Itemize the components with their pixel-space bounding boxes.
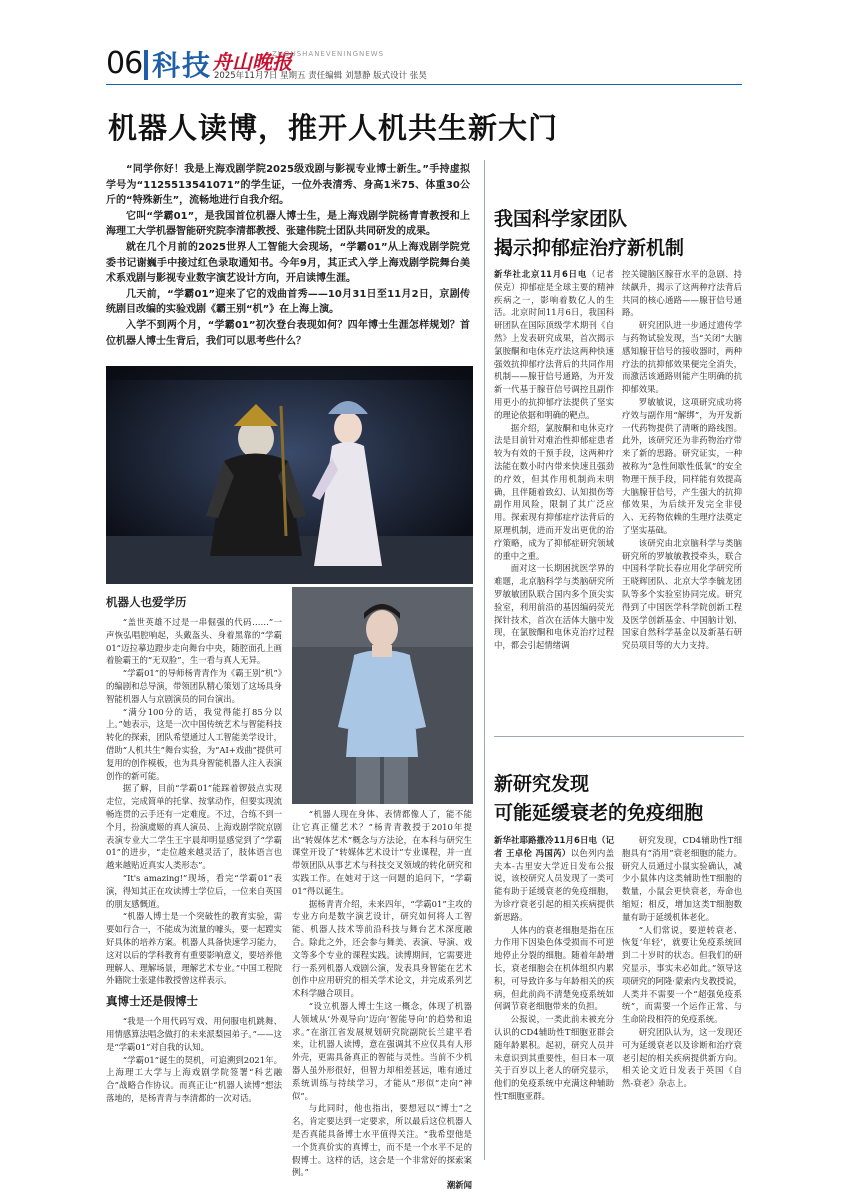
article2-headline [494,205,744,263]
body-paragraph: “机器人现在身体、表情都像人了，能不能让它真正懂艺术？”杨青青教授于2010年提出“转媒体艺术”概念与方法论，在本科与研究生课堂开设了“转媒体艺术设计”专业课程，并一直带领团队从事艺术与科技交叉领域的转化研究和实践工作。在她对于这一问题的追问下，“学霸01”得以诞生。 [292,809,472,896]
main-article-column-1 [106,592,282,1105]
article-divider [494,736,744,737]
body-paragraph: “机器人博士是一个突破性的教育实验，需要如行合一，不能成为流量的噱头，要一起蹚实好具体的培养方案。机器人具备快速学习能力，这对以后的学科教育有重要影响意义，要培养他理解人、理解场景，理解艺术专业。”中国工程院外籍院士张建伟教授曾这样表示。 [106,911,282,986]
reporter: （记者 侯克） [494,269,614,292]
article3-headline [494,770,744,828]
robot-student-photo [292,587,473,804]
opera-stage-photo [106,366,473,584]
page-number: 06 [106,46,143,81]
main-headline: 机器人读博，推开人机共生新大门 [108,111,559,145]
article3-column-b [622,834,742,1090]
opera-stage-illustration [106,366,473,584]
body-paragraph: 面对这一长期困扰医学界的难题，北京脑科学与类脑研究所罗敏敏团队联合国内多个顶尖实验室，利用前沿的基因编码荧光探针技术，首次在活体大脑中发现，在氯胺酮和电休克治疗过程中，都会引起情绪调 [494,563,614,651]
newspaper-logo: 舟山晚报 [212,50,292,74]
body-text: 抑郁症是全球主要的精神疾病之一，影响着数亿人的生活。北京时间11月6日，我国科研团队在国际顶级学术期刊《自然》上发表研究成果，首次揭示氯胺酮和电休克疗法这两种快速强效抗抑郁疗法背后的共同作用机制——腺苷信号通路，为开发新一代基于腺苷信号调控且副作用更小的抗抑郁疗法提供了坚实的理论依据和明确的靶点。 [494,281,615,420]
body-paragraph: 罗敏敏说，这项研究成功将疗效与副作用“解绑”，为开发新一代药物提供了清晰的路线图。此外，该研究还为非药物治疗带来了新的思路。研究证实，一种被称为“急性间歇性低氧”的安全物理干预手段，同样能有效提高大脑腺苷信号，产生强大的抗抑郁效果，为后续开发完全非侵入、无药物依赖的生理疗法奠定了坚实基础。 [622,396,742,535]
article2-column-b [622,268,742,652]
body-paragraph: “我是一个用代码写戏、用伺服电机跳舞、用情感算法唱念做打的未来派梨园弟子。”——这是“学霸01”对自我的认知。 [106,1016,282,1052]
body-paragraph: 据介绍，氯胺酮和电休克疗法是目前针对难治性抑郁症患者较为有效的干预手段，这两种疗法能在数小时内带来快速且强劲的疗效，但其作用机制尚未明确，且伴随着致幻、认知损伤等副作用风险，限制了其广泛应用。探索现有抑郁症疗法背后的原理机制，进而开发出更优的治疗策略，成为了抑郁症研究领域的重中之重。 [494,422,614,561]
lead-paragraph: “同学你好！我是上海戏剧学院2025级戏剧与影视专业博士新生。”手持虚拟学号为“1125513541071”的学生证，一位外表清秀、身高1米75、体重30公斤的“特殊新生”，流畅地进行自我介绍。 [106,164,470,207]
body-paragraph: “学霸01”的导师杨青青作为《霸王别“机”》的编剧和总导演，带领团队精心策划了这场具身智能机器人与京剧演员的同台演出。 [106,668,282,704]
masthead-bar [144,50,148,80]
newspaper-english-name: ZHOUSHANEVENINGNEWS [272,50,385,58]
body-paragraph: “盖世英雄不过是一串倔强的代码……”一声恢弘唱腔响起，头戴盔头、身着黑靠的“学霸01”迈拉摹边蹬步走向舞台中央，随腔面孔上画着脸霸王的“无双脸”，生一看与真人无异。 [106,617,282,666]
column-divider [484,160,485,1160]
body-paragraph: “It's amazing!”现场，看完“学霸01”表演，得知其正在攻读博士学位后，一位来自英国的朋友感慨道。 [106,872,282,909]
body-paragraph: “满分100分的话，我觉得能打85分以上。”她表示，这是一次中国传统艺术与智能科技转化的探索，团队希望通过人工智能美学设计，借助“人机共生”舞台实验，为“AI+戏曲”提供可复用的创作模板，也为具身智能机器人注入表演创作的新可能。 [106,706,282,781]
body-paragraph: 研究发现，CD4辅助性T细胞具有“消用”衰老细胞的能力。研究人员通过小鼠实验确认，减少小鼠体内这类辅助性T细胞的数量，小鼠会更快衰老，寿命也缩短；相反，增加这类T细胞数量有助于延缓机体老化。 [622,835,742,922]
body-paragraph: 据杨青青介绍，未来四年，“学霸01”主攻的专业方向是数字演艺设计，研究如何将人工智能、机器人技术等前沿科技与舞台艺术深度融合。除此之外，还会参与舞美、表演、导演、戏文等多个专业的课程实践。读博期间，它需要进行一系列机器人戏剧公演，发表具身智能在艺术创作中应用研究的相关学术论文，并完成系列艺术科学融合项目。 [292,898,472,999]
dateline: 新华社北京11月6日电 [494,269,588,279]
body-paragraph: “设立机器人博士生这一概念，体现了机器人领域从‘外观导向’迈向‘智能导向’的趋势和追求。”在浙江省发展规划研究院副院长兰建平看来，让机器人读博，意在强调其不应仅具有人形外壳，更需具备真正的智能与灵性。当前不少机器人虽外形很好，但智力却相差甚远，唯有通过系统训练与持续学习，才能从“形似”走向“神似”。 [292,1000,472,1101]
body-text: 以色列内盖夫本-古里安大学近日发布公报说，该校研究人员发现了一类可能有助于延缓衰老的免疫细胞，为诊疗衰老引起的相关疾病提供新思路。 [494,847,614,922]
robot-student-illustration [292,587,473,804]
body-paragraph: 据了解，目前“学霸01”能踩着锣鼓点实现走位，完成简单的托掌、按掌动作，但要实现流畅连贯的云手还有一定难度。不过，合练不到一个月，扮演虞姬的真人演员、上海戏剧学院京剧表演专业大二学生王宇晨却明显感觉到了“学霸01”的进步，“走位越来越灵活了，肢体语言也越来越贴近真实人类形态”。 [106,783,282,871]
body-paragraph: 与此同时，他也指出，要想冠以“博士”之名，肯定要达到一定要求，所以最后这位机器人是否真能具备博士水平值得关注。“我希望他是一个货真价实的真博士，而不是一个水平不足的假博士。这样的话，这会是一个非常好的探索案例。” [292,1103,472,1178]
subheading: 真博士还是假博士 [106,994,198,1009]
article3-headline-line2: 可能延缓衰老的免疫细胞 [494,802,704,824]
section-title: 科技 [152,49,213,82]
body-paragraph: 人体内的衰老细胞是指在压力作用下因染色体受损而不可逆地停止分裂的细胞。随着年龄增长，衰老细胞会在机体组织内累积，可导致许多与年龄相关的疾病，但此前尚不清楚免疫系统如何调节衰老细胞带来的负担。 [494,924,614,1012]
lead-paragraph: 几天前，“学霸01”迎来了它的戏曲首秀——10月31日至11月2日，京剧传统剧目改编的实验戏剧《霸王别“机”》在上海上演。 [106,288,470,316]
lead-paragraph: 入学不到两个月，“学霸01”初次登台表现如何？四年博士生涯怎样规划？首位机器人博士生背后，我们可以思考些什么？ [106,319,470,347]
body-paragraph: 研究团队认为，这一发现还可为延缓衰老以及诊断和治疗衰老引起的相关疾病提供新方向。相关论文近日发表于英国《自然-衰老》杂志上。 [622,1026,742,1089]
lead-paragraph: 就在几个月前的2025世界人工智能大会现场，“学霸01”从上海戏剧学院党委书记谢巍手中接过红色录取通知书。今年9月，其正式入学上海戏剧学院舞台美术系戏剧与影视专业数字演艺设计方向，开启读博生涯。 [106,241,470,285]
dateline: 新华社耶路撒冷11月6日电 [494,835,598,845]
lead-paragraph: 它叫“学霸01”，是我国首位机器人博士生，是上海戏剧学院杨青青教授和上海理工大学机器智能研究院李清都教授、张建伟院士团队共同研发的成果。 [106,210,470,238]
byline: 潮新闻 [446,1180,472,1191]
article2-headline-line1: 我国科学家团队 [494,208,628,230]
masthead-rule [106,84,742,85]
main-article-column-2 [292,808,472,1192]
article3-headline-line1: 新研究发现 [494,773,590,795]
body-paragraph: 研究团队进一步通过遗传学与药物试验发现，当“关闭”大脑感知腺苷信号的接收器时，两种疗法的抗抑郁效果便完全消失，而激活该通路则能产生明确的抗抑郁效果。 [622,320,742,395]
body-paragraph: “人们常说，要逆转衰老、恢复‘年轻’，就要让免疫系统回到二十岁时的状态。但我们的研究显示，事实未必如此。”领导这项研究的阿隆·蒙索内戈教授说，人类并不需要一个“超强免疫系统”，而需要一个运作正常、与生命阶段相符的免疫系统。 [622,924,742,1025]
body-paragraph: “学霸01”诞生的契机，可追溯到2021年。上海理工大学与上海戏剧学院签署“科艺融合”战略合作协议。而真正让“机器人读博”想法落地的，是杨青青与李清都的一次对话。 [106,1054,282,1103]
subheading: 机器人也爱学历 [106,595,187,609]
body-paragraph: 控关键脑区腺苷水平的急剧、持续飙升，揭示了这两种疗法背后共同的核心通路——腺苷信号通路。 [622,269,742,318]
body-paragraph: 公报说，一类此前未被充分认识的CD4辅助性T细胞亚群会随年龄累积。起初，研究人员并未意识到其重要性，但日本一项关于百岁以上老人的研究显示，他们的免疫系统中充满这种辅助性T细胞亚群。 [494,1014,614,1101]
reporter: （记者 王卓伦 冯国芮） [494,835,614,858]
main-lead [106,162,470,349]
edition-line: 2025年11月7日 星期五 责任编辑 刘慧静 版式设计 张昊 [214,71,427,81]
article2-headline-line2: 揭示抑郁症治疗新机制 [494,237,685,259]
body-paragraph: 该研究由北京脑科学与类脑研究所的罗敏敏教授牵头，联合中国科学院长春应用化学研究所王晓辉团队、北京大学李毓龙团队等多个实验室协同完成。研究得到了中国医学科学院创新工程及医学创新基金、中国脑计划、国家自然科学基金以及新基石研究员项目等的大力支持。 [622,537,742,651]
article3-column-a [494,834,614,1103]
article2-column-a [494,268,614,652]
